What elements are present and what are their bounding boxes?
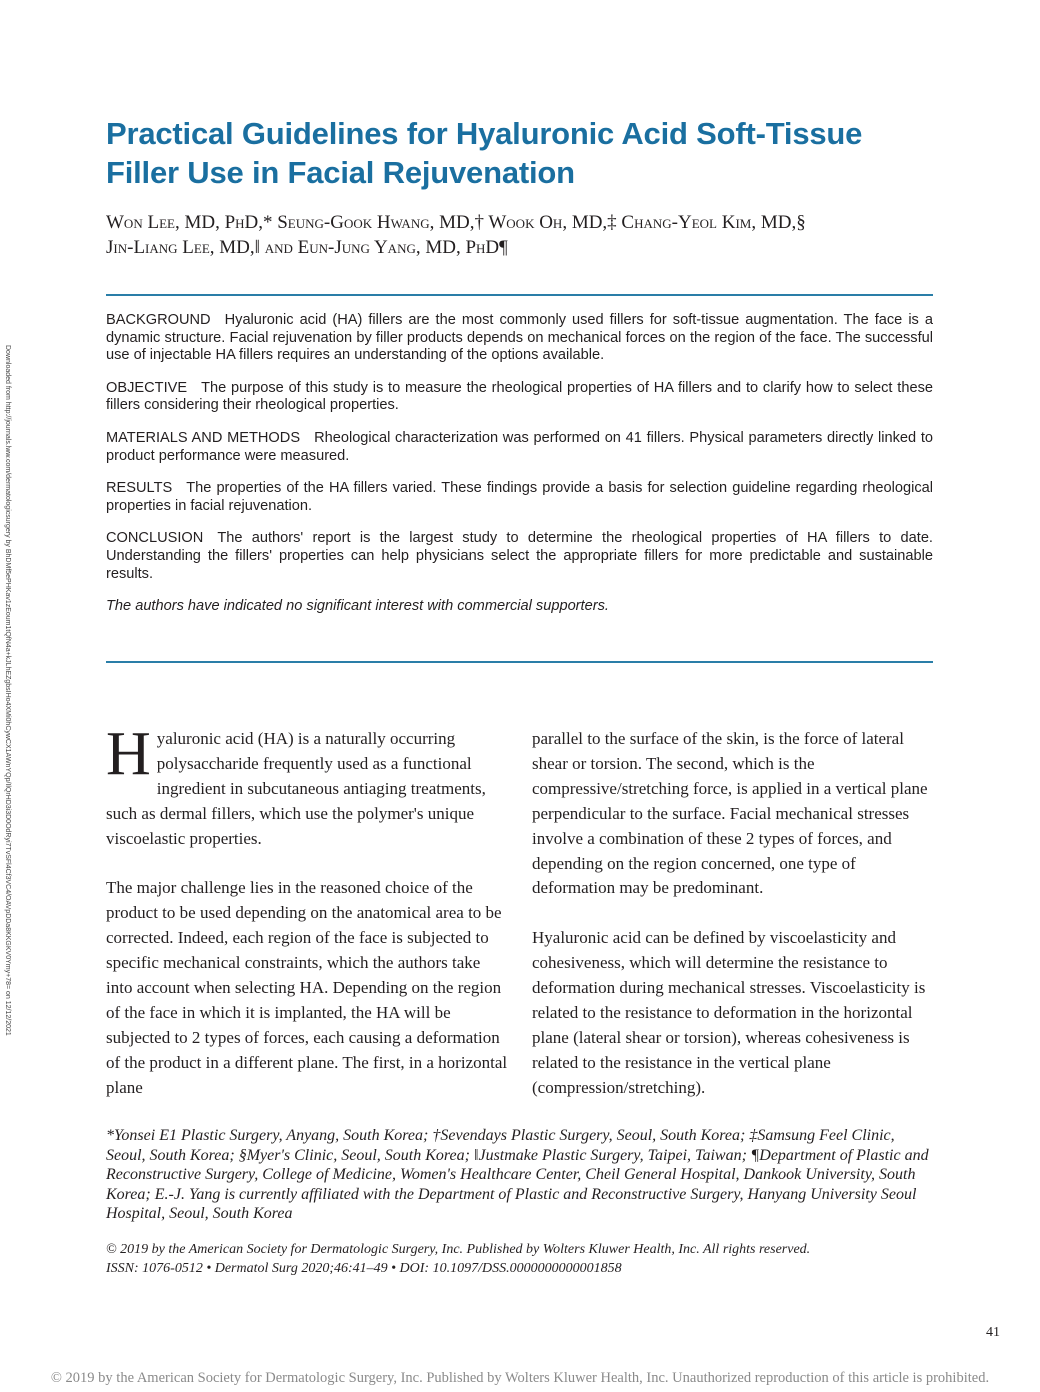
author-line-1: Won Lee, MD, PhD,* Seung-Gook Hwang, MD,† Wook Oh, MD,‡ Chang-Yeol Kim, MD,§	[106, 212, 806, 233]
conclusion-text: The authors' report is the largest study to determine the rheological properties of HA fillers to date. Understanding the fillers' properties can help physicians select the appropriate fillers for more predictable and sustainable results.	[106, 530, 933, 582]
page-number: 41	[986, 1325, 1000, 1340]
results-text: The properties of the HA fillers varied. These findings provide a basis for selection guideline regarding rheological properties in facial rejuvenation.	[106, 480, 933, 514]
author-line-2: Jin-Liang Lee, MD,‖ and Eun-Jung Yang, MD, PhD¶	[106, 237, 508, 258]
abstract-conclusion	[106, 530, 933, 583]
disclosure-statement: The authors have indicated no significant interest with commercial supporters.	[106, 598, 609, 615]
body-column-left	[106, 720, 508, 1125]
objective-text: The purpose of this study is to measure the rheological properties of HA fillers and to clarify how to select these fillers considering their rheological properties.	[106, 379, 933, 414]
background-heading: BACKGROUND	[106, 312, 211, 328]
abstract-methods	[106, 430, 933, 465]
download-watermark: Downloaded from http://journals.lww.com/dermatologicsurgery by BhDMf5ePHKav1zEoum1tQfN4a+kJLhEZgbsIHo4XMi0hCywCX1AWnYQp/IlQrHD3i3D0OdRyi7TvSFl4Cf3VC4/OAVpDDa8KKGKV0Ymy+78= on 12/12/2021	[4, 345, 11, 1036]
abstract	[106, 312, 933, 631]
drop-cap: H	[106, 720, 151, 788]
author-affiliations: *Yonsei E1 Plastic Surgery, Anyang, South Korea; †Sevendays Plastic Surgery, Seoul, South Korea; ‡Samsung Feel Clinic, Seoul, South Korea; §Myer's Clinic, Seoul, South Korea; ‖Justmake Plastic Surgery, Taipei, Taiwan; ¶Department of Plastic and Reconstructive Surgery, College of Medicine, Women's Healthcare Center, Cheil General Hospital, Dankook University, South Korea; E.-J. Yang is currently affiliated with the Department of Plastic and Reconstructive Surgery, Hanyang University Seoul Hospital, Seoul, South Korea	[106, 1127, 929, 1222]
body-paragraph: parallel to the surface of the skin, is the force of lateral shear or torsion. The second, which is the compressive/stretching force, is applied in a vertical plane perpendicular to the surface. Facial mechanical stresses involve a combination of these 2 types of forces, and depending on the region concerned, one type of deformation may be predominant.	[532, 729, 928, 898]
body-column-right	[532, 727, 934, 1125]
body-paragraph: Hyaluronic acid can be defined by viscoelasticity and cohesiveness, which will determine the resistance to deformation during mechanical stresses. Viscoelasticity is related to the resistance to deformation in the horizontal plane (lateral shear or torsion), whereas cohesiveness is related to the resistance in the vertical plane (compression/stretching).	[532, 928, 926, 1097]
methods-heading: MATERIALS AND METHODS	[106, 429, 301, 446]
author-list	[106, 210, 946, 260]
abstract-results	[106, 480, 933, 515]
article-title	[106, 114, 936, 192]
abstract-objective	[106, 380, 933, 415]
body-paragraph	[106, 720, 508, 852]
results-heading: RESULTS	[106, 480, 173, 497]
paragraph-text: yaluronic acid (HA) is a naturally occurring polysaccharide frequently used as a functional ingredient in subcutaneous antiaging treatments, such as dermal fillers, which use the polymer's unique viscoelastic properties.	[106, 729, 486, 848]
copyright-block	[106, 1240, 933, 1278]
abstract-top-rule	[106, 294, 933, 296]
abstract-background	[106, 312, 933, 365]
title-line-2: Filler Use in Facial Rejuvenation	[106, 155, 575, 190]
copyright-line: © 2019 by the American Society for Dermatologic Surgery, Inc. Published by Wolters Kluwer Health, Inc. All rights reserved.	[106, 1242, 811, 1257]
title-line-1: Practical Guidelines for Hyaluronic Acid Soft-Tissue	[106, 116, 863, 151]
methods-text: Rheological characterization was performed on 41 fillers. Physical parameters directly linked to product performance were measured.	[106, 429, 933, 464]
objective-heading: OBJECTIVE	[106, 379, 188, 396]
abstract-bottom-rule	[106, 661, 933, 663]
citation-line: ISSN: 1076-0512 • Dermatol Surg 2020;46:41–49 • DOI: 10.1097/DSS.0000000000001858	[106, 1261, 622, 1276]
body-paragraph: The major challenge lies in the reasoned choice of the product to be used depending on the anatomical area to be corrected. Indeed, each region of the face is subjected to specific mechanical constraints, which the authors take into account when selecting HA. Depending on the region of the face in which it is implanted, the HA will be subjected to 2 types of forces, each causing a deformation of the product in a different plane. The first, in a horizontal plane	[106, 878, 508, 1097]
background-text: Hyaluronic acid (HA) fillers are the most commonly used fillers for soft-tissue augmentation. The face is a dynamic structure. Facial rejuvenation by filler products depends on mechanical forces on the region of the face. The successful use of injectable HA fillers requires an understanding of the options available.	[106, 312, 933, 364]
conclusion-heading: CONCLUSION	[106, 530, 204, 547]
page-footer: © 2019 by the American Society for Dermatologic Surgery, Inc. Published by Wolters Kluwer Health, Inc. Unauthorized reproduction of this article is prohibited.	[50, 1370, 990, 1386]
